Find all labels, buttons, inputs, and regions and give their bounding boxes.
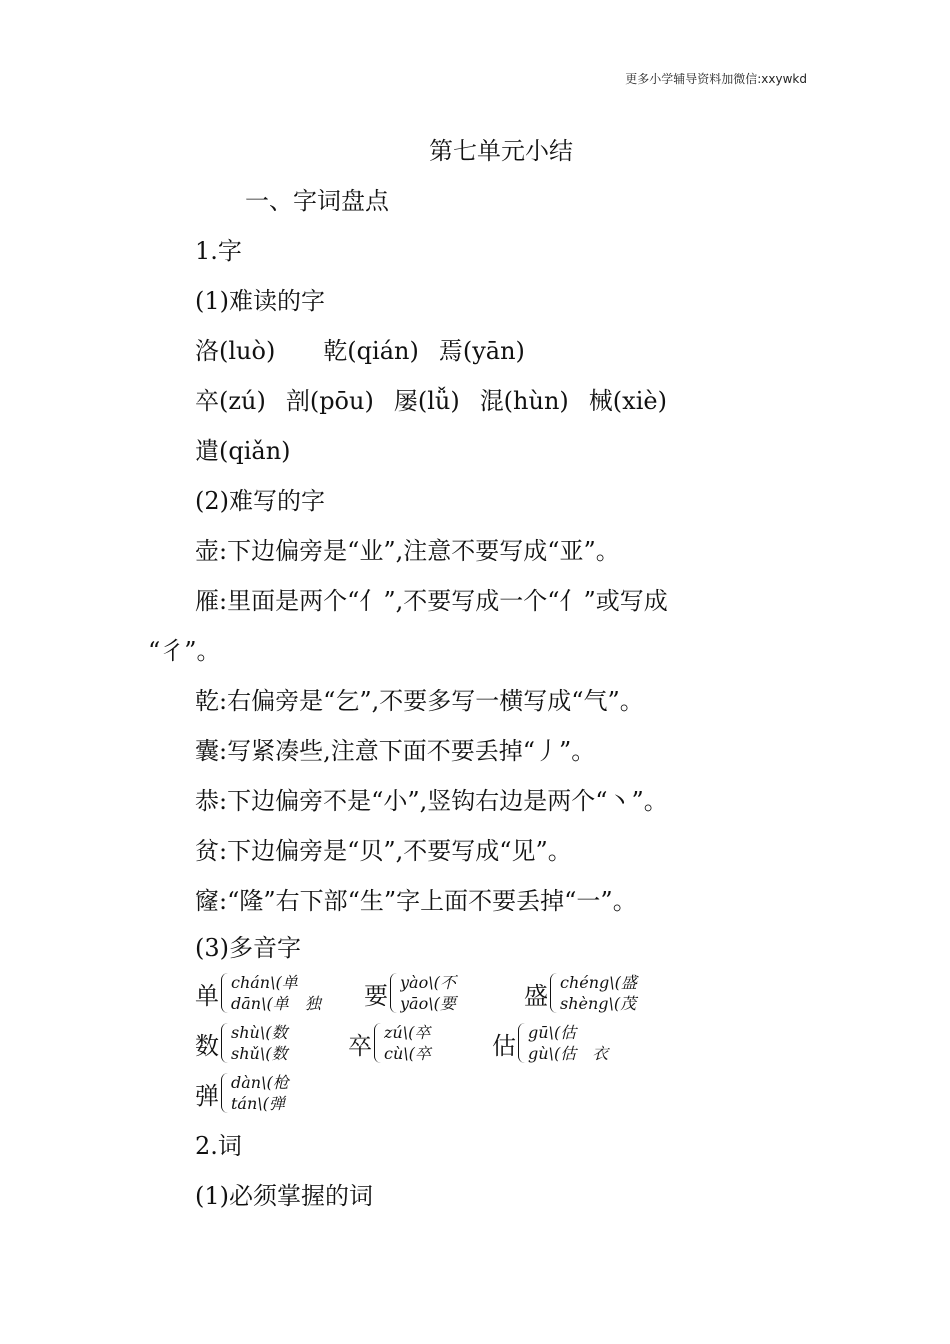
polyphone-entry (364, 972, 520, 1014)
brace-icon (518, 1023, 526, 1063)
reading-item: 洛(luò) (195, 337, 276, 365)
polyphone-entry (524, 972, 688, 1014)
polyphone-char: 数 (195, 1031, 219, 1060)
difficult-read-row-1 (195, 336, 525, 366)
subsection-characters: 1.字 (195, 237, 242, 265)
reading-item: 乾(qián) (323, 337, 419, 365)
write-note: 囊:写紧凑些,注意下面不要丢掉“丿”。 (195, 737, 596, 765)
polyphone-char: 盛 (524, 981, 548, 1010)
polyphone-char: 弹 (195, 1081, 219, 1110)
brace-icon (374, 1023, 382, 1063)
reading-item: 卒(zú) (195, 387, 266, 415)
subsection-words: 2.词 (195, 1132, 242, 1160)
write-note-continued: “彳”。 (148, 637, 221, 665)
reading-2: cù\(卒 (384, 1044, 431, 1063)
reading-item: 遣(qiǎn) (195, 437, 291, 465)
brace-icon (221, 973, 229, 1013)
polyphone-char: 单 (195, 981, 219, 1010)
brace-icon (390, 973, 398, 1013)
section-heading: 一、字词盘点 (245, 187, 389, 215)
reading-2: yāo\(要 (400, 994, 456, 1013)
reading-1: yào\(不 (400, 973, 456, 992)
reading-item: 械(xiè) (588, 387, 667, 415)
reading-1: gū\(估 (528, 1023, 577, 1042)
reading-2: gù\(估 衣 (528, 1044, 609, 1063)
write-note: 贫:下边偏旁是“贝”,不要写成“见”。 (195, 837, 572, 865)
write-note: 雁:里面是两个“亻”,不要写成一个“亻”或写成 (195, 587, 668, 615)
write-note: 恭:下边偏旁不是“小”,竖钩右边是两个“丶”。 (195, 787, 668, 815)
polyphone-heading: (3)多音字 (195, 934, 301, 962)
difficult-read-row-2 (195, 386, 667, 416)
polyphone-entry (492, 1022, 638, 1064)
polyphone-char: 估 (492, 1031, 516, 1060)
reading-2: tán\(弹 (231, 1094, 285, 1113)
polyphone-char: 要 (364, 981, 388, 1010)
header-note: 更多小学辅导资料加微信:xxywkd (625, 72, 807, 86)
brace-icon (550, 973, 558, 1013)
polyphone-entry (348, 1022, 494, 1064)
brace-icon (221, 1073, 229, 1113)
brace-icon (221, 1023, 229, 1063)
page-title: 第七单元小结 (429, 137, 573, 165)
reading-2: shǔ\(数 (231, 1044, 288, 1063)
reading-1: zú\(卒 (384, 1023, 431, 1042)
difficult-write-heading: (2)难写的字 (195, 487, 325, 515)
reading-1: chán\(单 (231, 973, 298, 992)
must-master-heading: (1)必须掌握的词 (195, 1182, 373, 1210)
polyphone-entry (195, 1022, 351, 1064)
difficult-read-heading: (1)难读的字 (195, 287, 325, 315)
write-note: 乾:右偏旁是“乞”,不要多写一横写成“气”。 (195, 687, 644, 715)
write-note: 壶:下边偏旁是“业”,注意不要写成“亚”。 (195, 537, 620, 565)
reading-1: chéng\(盛 (560, 973, 637, 992)
reading-2: dān\(单 独 (231, 994, 321, 1013)
reading-item: 混(hùn) (479, 387, 569, 415)
reading-1: shù\(数 (231, 1023, 288, 1042)
reading-2: shèng\(茂 (560, 994, 637, 1013)
reading-item: 剖(pōu) (285, 387, 374, 415)
write-note: 窿:“隆”右下部“生”字上面不要丢掉“一”。 (195, 887, 637, 915)
reading-item: 焉(yān) (438, 337, 525, 365)
difficult-read-row-3 (195, 436, 291, 466)
reading-item: 屡(lǚ) (393, 387, 460, 415)
polyphone-entry (195, 1072, 341, 1114)
reading-1: dàn\(枪 (231, 1073, 289, 1092)
polyphone-char: 卒 (348, 1031, 372, 1060)
polyphone-entry (195, 972, 361, 1014)
